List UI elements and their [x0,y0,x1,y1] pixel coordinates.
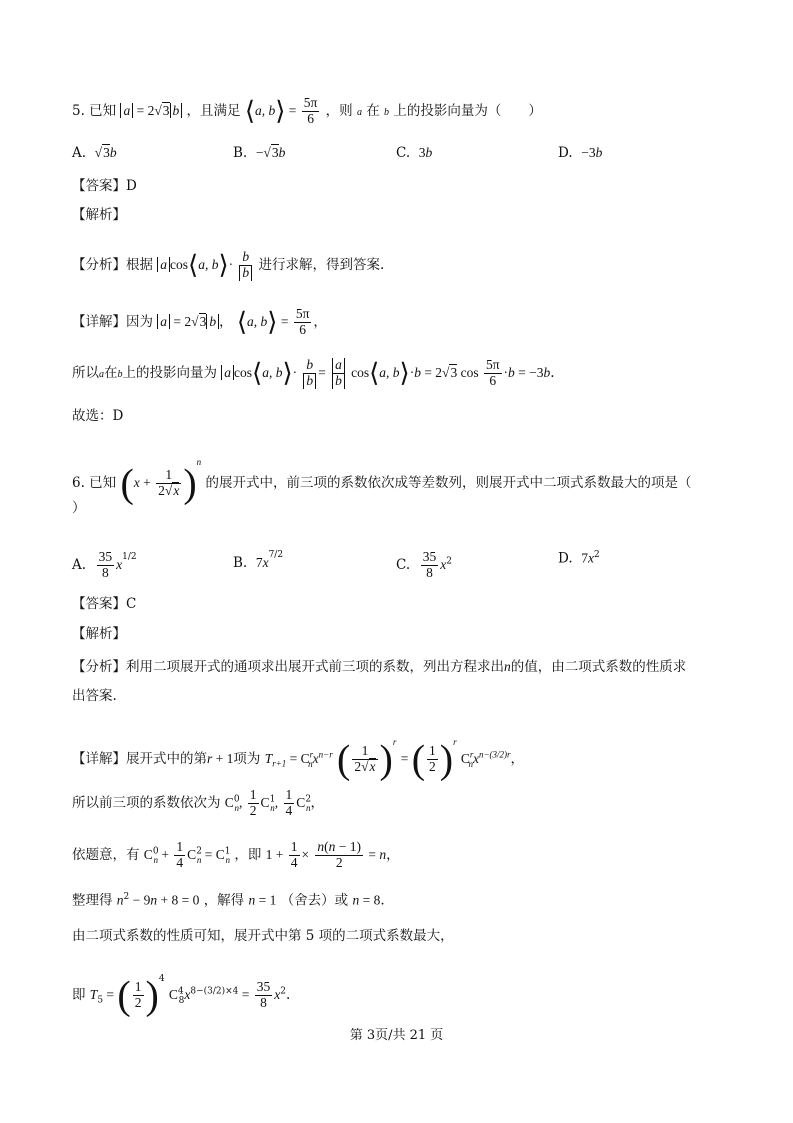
q6-detail: 【详解】展开式中的第r + 1项为 $T_{r+1} = C^r_nx^{n-r}$ ( $\frac{1}{2√x}$ )$^r$ = ( $\frac{1}{2}$ )$^r$ $C^r_nx^{n-(3/2)r}$， [72,736,525,782]
q5-option-c: C. 3b [396,145,433,161]
q6-answer: 【答案】C [72,596,137,612]
q6-simplify: 整理得 $n^2 - 9n + 8 = 0$ ，解得 n = 1 （舍去）或 n = 8. [72,892,385,909]
q6-condition: 依题意，有 $C^0_n$ + $\frac{1}{4}$ $C^2_n = C^1_n$ ，即 1 + $\frac{1}{4}$ × $\frac{n(n - 1)}{2}$ = n， [72,839,400,870]
q6-analysis-head: 【解析】 [72,626,126,642]
q5-answer: 【答案】D [72,178,137,194]
q5-projection: 所以a在b上的投影向量为 a cos⟨a, b⟩· $\frac{b}{b}$ = $\frac{a}{b}$ cos⟨a, b⟩·b = 2√3 cos $\frac{5\pi}{6}$ ·b = −3b. [72,357,555,388]
q6-final: 即 $T_5$ = ( $\frac{1}{2}$ )$^4$ $C^4_8x^{8-(3/2)\times 4}$ = $\frac{35}{8}$ $x^2$. [72,972,291,1018]
q6-option-c: C. $\frac{35}{8}$ $x^2$ [396,549,452,580]
q5-analysis-head: 【解析】 [72,207,126,223]
q6-coefficients: 所以前三项的系数依次为 $C^0_n$, $\frac{1}{2}$ $C^1_n$, $\frac{1}{4}$ $C^2_n$， [72,787,325,818]
q6-option-d: D. $7x^2$ [558,550,600,567]
q6-stem: 6. 已知 (x + $\frac{1}{2√x}$ )$^n$ 的展开式中，前三项的系数依次成等差数列，则展开式中二项式系数最大的项是（ [72,457,692,506]
q6-analysis-line1: 【分析】利用二项展开式的通项求出展开式前三项的系数，列出方程求出n的值，由二项式系数的性质求 [72,659,687,675]
q5-stem: 5. 已知 a = 2√3 b ，且满足 ⟨a, b⟩ = $\frac{5\pi}{6}$ ，则 a 在 b 上的投影向量为（ ） [72,95,542,126]
q5-option-d: D. −3b [558,145,603,161]
q5-option-b: B. −√3b [233,145,286,161]
q6-option-b: B. $7x^{7/2}$ [233,550,284,571]
q5-analysis: 【分析】根据 a cos⟨a, b⟩· $\frac{b}{b}$ 进行求解，得到答案. [72,249,385,280]
q6-property: 由二项式系数的性质可知，展开式中第 5 项的二项式系数最大， [72,928,454,944]
q5-detail: 【详解】因为 a = 2√3 b ， ⟨a, b⟩ = $\frac{5\pi}{6}$ ， [72,306,327,337]
q6-option-a: A. $\frac{35}{8}$ $x^{1/2}$ [72,549,137,580]
q5-choose: 故选：D [72,408,124,424]
q6-stem-end: ） [72,500,86,516]
q6-analysis-line2: 出答案. [72,688,117,704]
q5-option-a: A. √3b [72,145,117,161]
page-footer: 第 3页/共 21 页 [349,1028,444,1043]
